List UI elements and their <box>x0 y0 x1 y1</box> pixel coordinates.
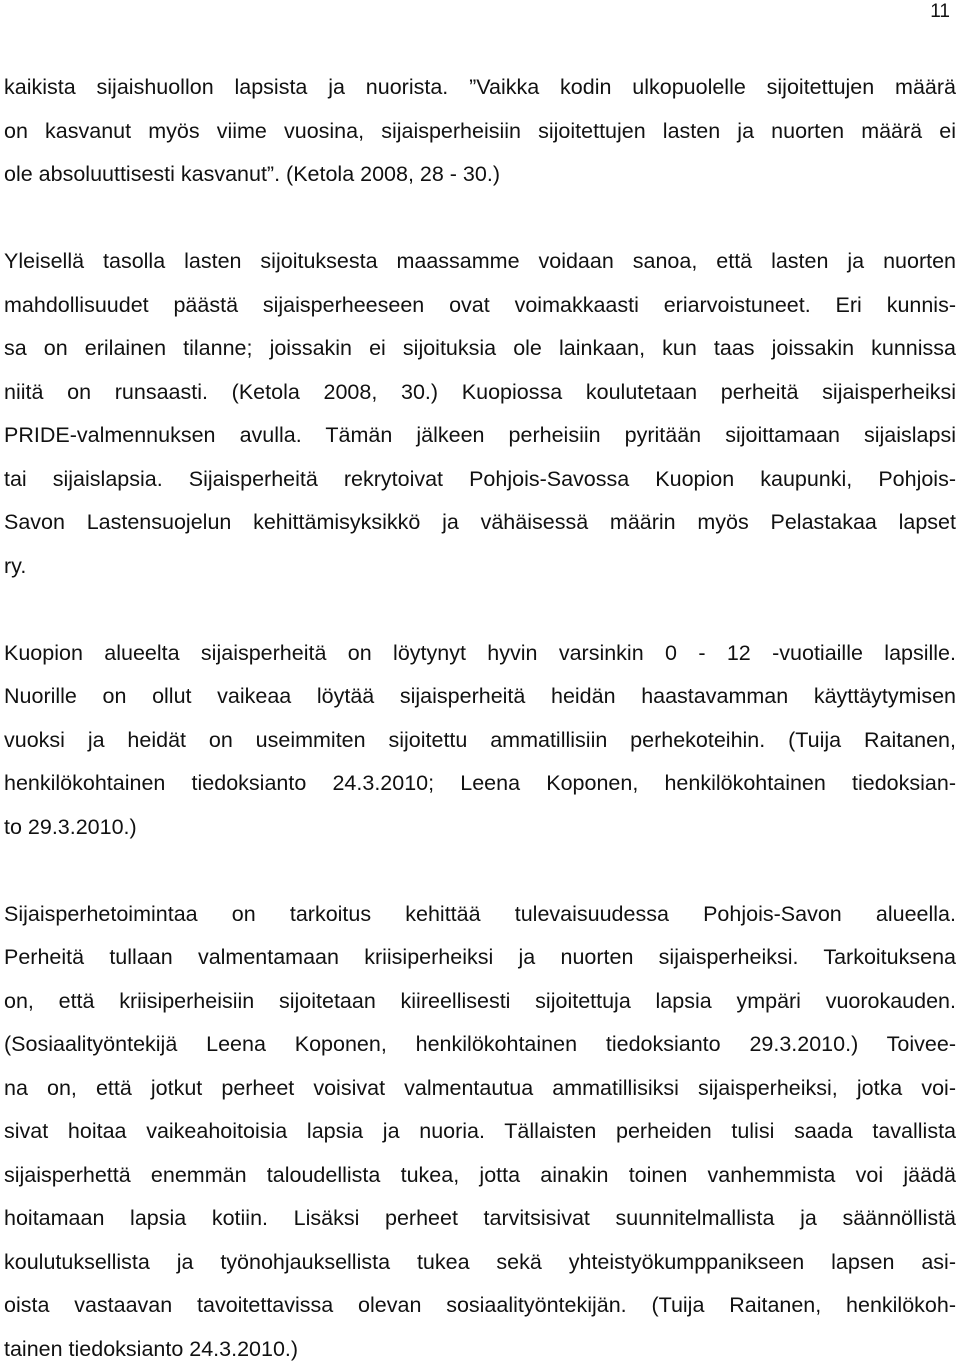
paragraph-2 <box>4 240 956 588</box>
text-line: tainen tiedoksianto 24.3.2010.) <box>4 1328 956 1371</box>
text-line: sijaisperhettä enemmän taloudellista tukea, jotta ainakin toinen vanhemmista voi jäädä <box>4 1154 956 1198</box>
paragraph-3 <box>4 632 956 850</box>
text-line: oista vastaavan tavoitettavissa olevan sosiaalityöntekijän. (Tuija Raitanen, henkilökoh- <box>4 1284 956 1328</box>
text-line: henkilökohtainen tiedoksianto 24.3.2010; Leena Koponen, henkilökohtainen tiedoksian- <box>4 762 956 806</box>
paragraph-1 <box>4 66 956 197</box>
text-line: (Sosiaalityöntekijä Leena Koponen, henkilökohtainen tiedoksianto 29.3.2010.) Toivee- <box>4 1023 956 1067</box>
text-line: PRIDE-valmennuksen avulla. Tämän jälkeen perheisiin pyritään sijoittamaan sijaislapsi <box>4 414 956 458</box>
text-line: sa on erilainen tilanne; joissakin ei sijoituksia ole lainkaan, kun taas joissakin kunnissa <box>4 327 956 371</box>
text-line: vuoksi ja heidät on useimmiten sijoitettu ammatillisiin perhekoteihin. (Tuija Raitanen, <box>4 719 956 763</box>
text-line: Sijaisperhetoimintaa on tarkoitus kehittää tulevaisuudessa Pohjois-Savon alueella. <box>4 893 956 937</box>
text-line: to 29.3.2010.) <box>4 806 956 850</box>
text-line: na on, että jotkut perheet voisivat valmentautua ammatillisiksi sijaisperheiksi, jotka voi- <box>4 1067 956 1111</box>
text-line: ole absoluuttisesti kasvanut”. (Ketola 2008, 28 - 30.) <box>4 153 956 197</box>
text-line: niitä on runsaasti. (Ketola 2008, 30.) Kuopiossa koulutetaan perheitä sijaisperheiksi <box>4 371 956 415</box>
text-line: sivat hoitaa vaikeahoitoisia lapsia ja nuoria. Tällaisten perheiden tulisi saada tavallista <box>4 1110 956 1154</box>
text-line: Perheitä tullaan valmentamaan kriisiperheiksi ja nuorten sijaisperheiksi. Tarkoituksena <box>4 936 956 980</box>
text-line: ry. <box>4 545 956 589</box>
paragraph-4 <box>4 893 956 1371</box>
text-line: Kuopion alueelta sijaisperheitä on löytynyt hyvin varsinkin 0 - 12 -vuotiaille lapsille. <box>4 632 956 676</box>
text-line: Savon Lastensuojelun kehittämisyksikkö ja vähäisessä määrin myös Pelastakaa lapset <box>4 501 956 545</box>
text-line: tai sijaislapsia. Sijaisperheitä rekrytoivat Pohjois-Savossa Kuopion kaupunki, Pohjois- <box>4 458 956 502</box>
text-line: on, että kriisiperheisiin sijoitetaan kiireellisesti sijoitettuja lapsia ympäri vuorokauden. <box>4 980 956 1024</box>
text-line: koulutuksellista ja työnohjauksellista tukea sekä yhteistyökumppanikseen lapsen asi- <box>4 1241 956 1285</box>
text-line: Yleisellä tasolla lasten sijoituksesta maassamme voidaan sanoa, että lasten ja nuorten <box>4 240 956 284</box>
document-body <box>4 66 956 1371</box>
text-line: mahdollisuudet päästä sijaisperheeseen ovat voimakkaasti eriarvoistuneet. Eri kunnis- <box>4 284 956 328</box>
text-line: kaikista sijaishuollon lapsista ja nuorista. ”Vaikka kodin ulkopuolelle sijoitettujen määrä <box>4 66 956 110</box>
text-line: hoitamaan lapsia kotiin. Lisäksi perheet tarvitsisivat suunnitelmallista ja säännöllistä <box>4 1197 956 1241</box>
page-number: 11 <box>930 2 950 22</box>
text-line: on kasvanut myös viime vuosina, sijaisperheisiin sijoitettujen lasten ja nuorten määrä ei <box>4 110 956 154</box>
text-line: Nuorille on ollut vaikeaa löytää sijaisperheitä heidän haastavamman käyttäytymisen <box>4 675 956 719</box>
